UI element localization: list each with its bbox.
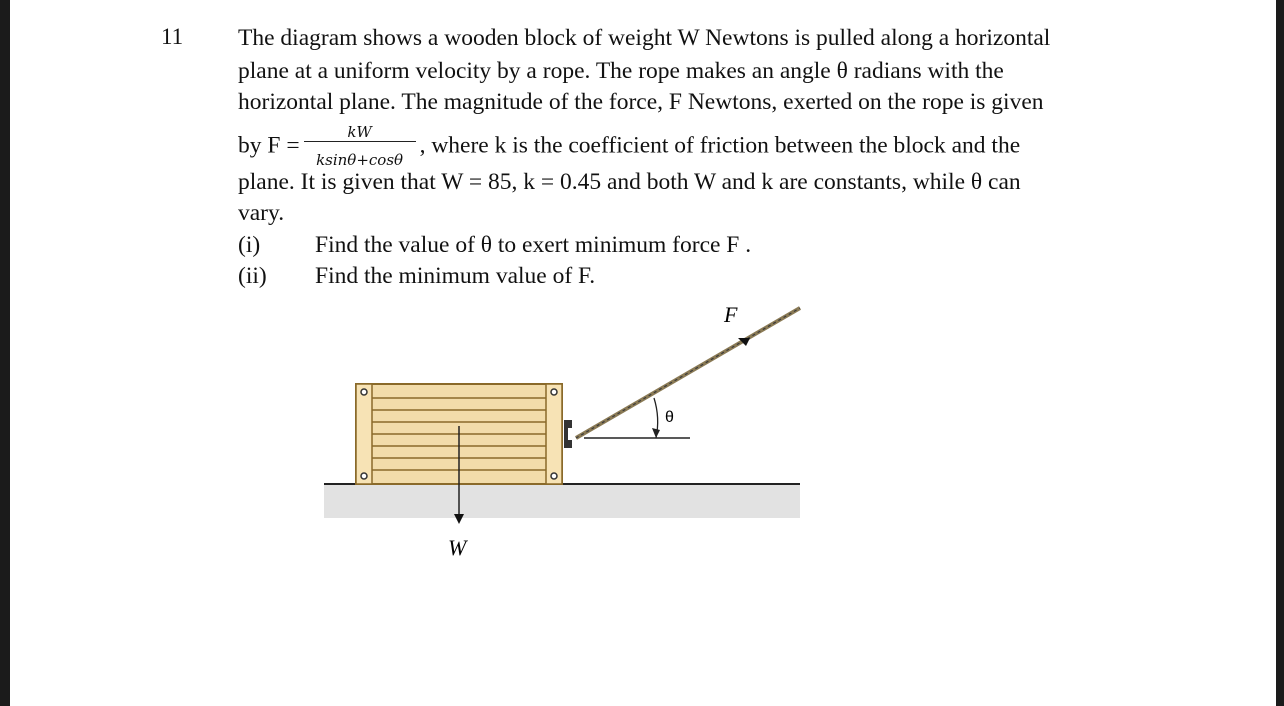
- part-ii-text: Find the minimum value of F.: [315, 263, 596, 289]
- angle-arrow: [652, 428, 660, 438]
- question-line-5: plane. It is given that W = 85, k = 0.45 and both W and k are constants, while θ can: [238, 169, 1021, 195]
- force-label: F: [724, 302, 738, 327]
- part-i-text: Find the value of θ to exert minimum force F .: [315, 232, 752, 258]
- part-i-label: (i): [238, 232, 261, 258]
- rope-hook: [564, 420, 572, 448]
- formula-prefix: by F =: [238, 132, 300, 159]
- weight-arrow-head: [454, 514, 464, 524]
- formula-suffix: , where k is the coefficient of friction between the block and the: [419, 132, 1021, 159]
- question-line-3: horizontal plane. The magnitude of the force, F Newtons, exerted on the rope is given: [238, 89, 1044, 115]
- question-page: [10, 0, 1276, 706]
- question-line-2: plane at a uniform velocity by a rope. The rope makes an angle θ radians with the: [238, 58, 1004, 84]
- block-diagram: [10, 0, 1276, 706]
- question-number: 11: [161, 24, 184, 49]
- formula-denominator: ksinθ+cosθ: [316, 151, 404, 169]
- weight-label: W: [448, 535, 467, 560]
- part-ii-label: (ii): [238, 263, 267, 289]
- ground-surface: [324, 484, 800, 518]
- angle-label: θ: [665, 409, 674, 426]
- question-line-6: vary.: [238, 200, 285, 226]
- question-line-1: The diagram shows a wooden block of weight W Newtons is pulled along a horizontal: [238, 25, 1051, 51]
- formula-numerator: kW: [347, 123, 372, 141]
